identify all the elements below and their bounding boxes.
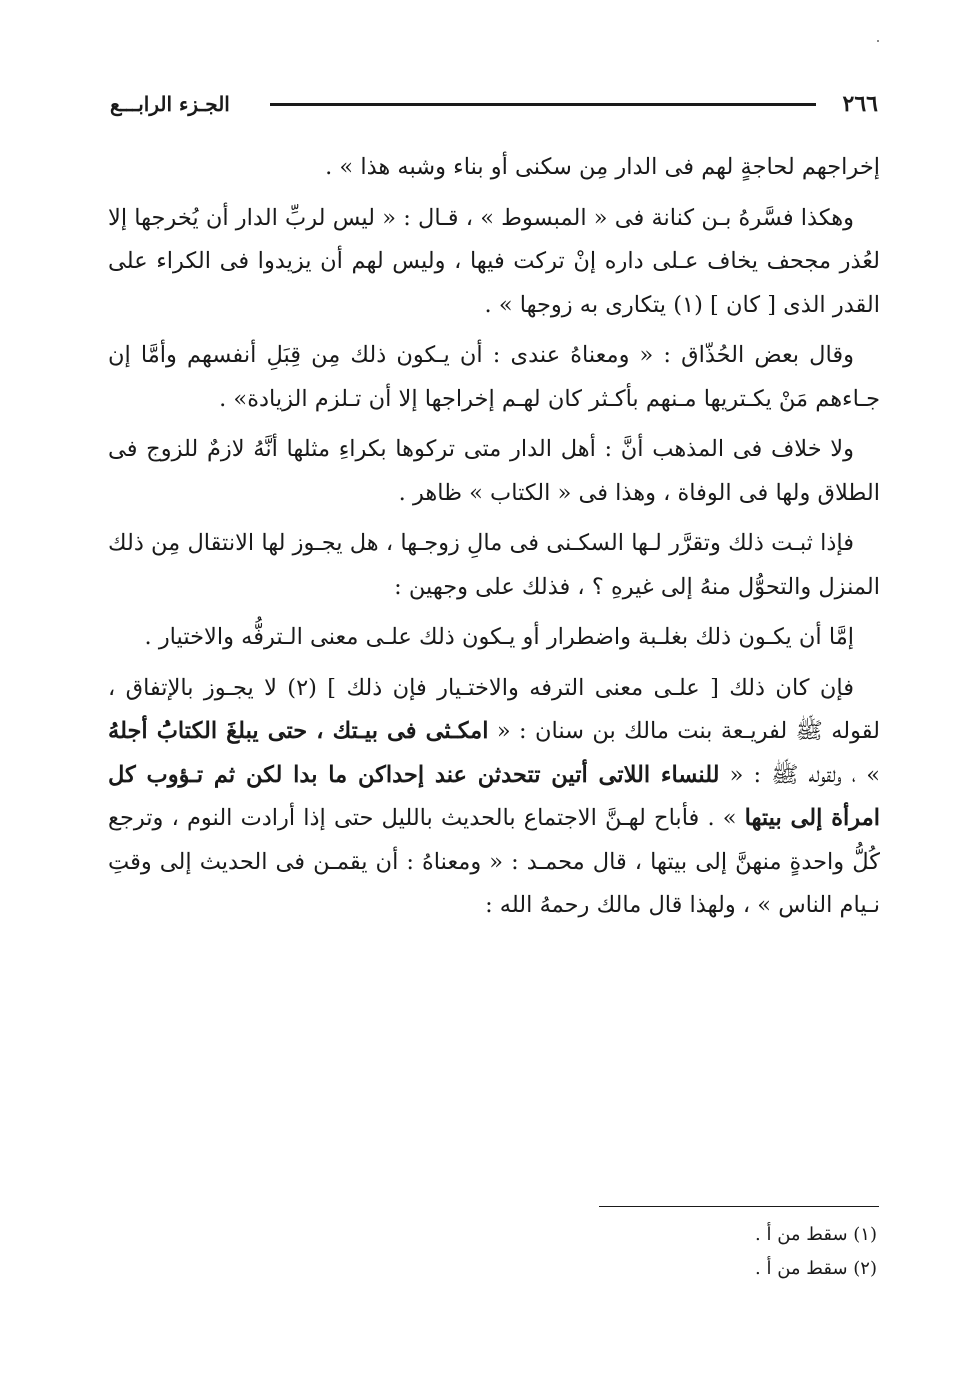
- main-text: [108, 146, 880, 935]
- paragraph-2: وهكذا فسَّرهُ بـن كنانة فى « المبسوط » ، قـال : « ليس لربِّ الدار أن يُخرجها إلا لعُذر مجحف يخاف عـلى داره إنْ تركت فيها ، وليس لهم أن يزيدوا فى الكراء على القدر الذى [ كان ] (١) يتكارى به زوجها » .: [108, 204, 880, 318]
- footnote-1: (١) سقط من أ .: [755, 1224, 877, 1245]
- paragraph-7-text-e: » . فأباح لهـنَّ الاجتماع بالحديث بالليل حتى إذا أرادت النوم ، وترجع كُلُّ واحدةٍ منهنَّ إلى بيتها ، قال محمـد : « ومعناهُ : أن يقمـن فى الحديث إلى وقتِ نـيام الناس » ، ولهذا قال مالك رحمهُ الله :: [108, 805, 880, 918]
- header-rule: [270, 103, 816, 106]
- footnotes: [477, 1218, 877, 1286]
- paragraph-6: إمَّا أن يكـون ذلك بغلـبة واضطرار أو يـكون ذلك علـى معنى الـترفُّه والاختيار .: [144, 624, 854, 650]
- running-title: الجـزء الرابـــع: [110, 92, 230, 116]
- paragraph-7-text-a: فإن كان ذلك [ علـى معنى الترفه والاختـيار فإن ذلك ] (٢) لا يجـوز بالإتفاق ، لقوله ﷺ لفريـعة بنت مالك بن سنان : «: [108, 674, 880, 744]
- paragraph-7: [108, 667, 880, 928]
- hadith-quote-2: للنساء اللاتى أتين تتحدثن عند إحداكن ما بدا لكن ثم تـؤوب كل امرأة إلى بيتها: [108, 761, 880, 831]
- footnote-2: (٢) سقط من أ .: [755, 1258, 877, 1279]
- paragraph-3: وقال بعض الحُذّاق : « ومعناهُ عندى : أن يـكون ذلك مِن قِبَلِ أنفسهم وأمَّا إن جـاءهم مَنْ يكـتريها مـنهم بأكـثر كان لهـم إخراجها إلا أن تـلزم الزيادة» .: [108, 342, 880, 412]
- scan-speck: [877, 40, 879, 42]
- page-header: [110, 88, 878, 120]
- paragraph-4: ولا خلاف فى المذهب أنَّ : أهل الدار متى تركوها بكراءِ مثلها أنَّهُ لازمٌ للزوج فى الطلاق ولها فى الوفاة ، وهذا فى « الكتاب » ظاهر .: [108, 436, 880, 506]
- hadith-quote-1: امكـثى فى بيـتك ، حتى يبلغَ الكتابَُ أجلهُ: [108, 718, 489, 744]
- paragraph-7-text-c: » ، ولقوله ﷺ : «: [719, 761, 880, 788]
- footnote-separator: [599, 1206, 879, 1207]
- paragraph-1: إخراجهم لحاجةٍ لهم فى الدار مِن سكنى أو بناء وشبه هذا » .: [325, 154, 880, 180]
- paragraph-5: فإذا ثبـت ذلك وتقرَّر لـها السكـنى فى مالِ زوجـها ، هل يجـوز لها الانتقال مِن ذلك المنزل والتحوُّل منهُ إلى غيرهِ ؟ ، فذلك على وجهين :: [108, 530, 880, 600]
- page-number: ٢٦٦: [842, 91, 878, 117]
